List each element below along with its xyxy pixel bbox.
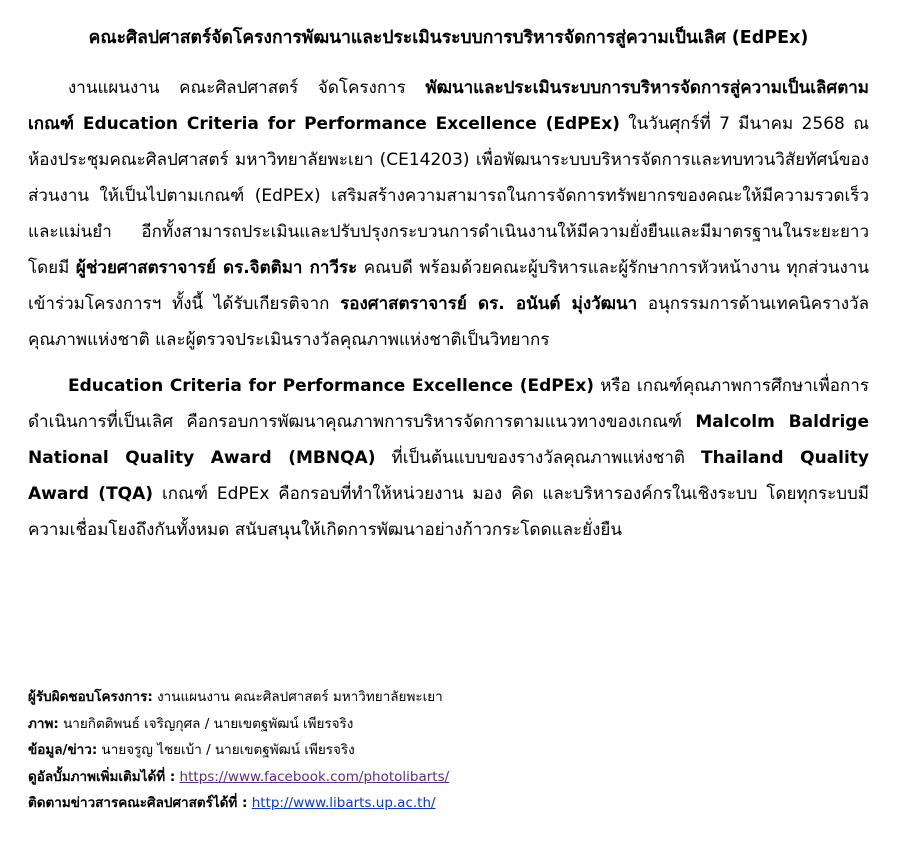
paragraph-2-text-1: หรือ เกณฑ์คุณภาพการศึกษาเพื่อการดำเนินการที่เป็นเลิศ คือกรอบการพัฒนาคุณภาพการบริหารจัดการตามแนวทางของเกณฑ์: [28, 376, 869, 432]
article-title: คณะศิลปศาสตร์จัดโครงการพัฒนาและประเมินระบบการบริหารจัดการสู่ความเป็นเลิศ (EdPEx): [88, 28, 809, 48]
credit-label: ดูอัลบั้มภาพเพิ่มเติมได้ที่ :: [28, 768, 176, 785]
album-link[interactable]: https://www.facebook.com/photolibarts/: [179, 768, 450, 785]
paragraph-1-text-2: ในวันศุกร์ที่ 7 มีนาคม 2568 ณ ห้องประชุมคณะศิลปศาสตร์ มหาวิทยาลัยพะเยา (CE14203) เพื่อพัฒนาระบบบริหารจัดการและทบทวนวิสัยทัศน์ของส่วนงาน ให้เป็นไปตามเกณฑ์ (EdPEx) เสริมสร้างความสามารถในการจัดการทรัพยากรของคณะให้มีความรวดเร็วและแม่นยำ อีกทั้งสามารถประเมินและปรับปรุงกระบวนการดำเนินงานให้มีความยั่งยืนและมีมาตรฐานในระยะยาว โดยมี: [28, 114, 869, 278]
paragraph-1-text-4: อนุกรรมการด้านเทคนิครางวัลคุณภาพแห่งชาติ และผู้ตรวจประเมินรางวัลคุณภาพแห่งชาติเป็นวิทยากร: [28, 294, 870, 350]
credit-album: [28, 764, 449, 791]
article-credits: [28, 684, 449, 817]
credit-label: ผู้รับผิดชอบโครงการ:: [28, 689, 153, 705]
article-paragraph-1: [28, 70, 869, 358]
credit-responsible: [28, 684, 449, 711]
credit-news: [28, 737, 449, 764]
paragraph-1-text-1: งานแผนงาน คณะศิลปศาสตร์ จัดโครงการ: [68, 78, 426, 98]
dean-name-bold: ผู้ช่วยศาสตราจารย์ ดร.จิตติมา กาวีระ: [75, 258, 358, 278]
credit-photo: [28, 711, 449, 738]
website-link[interactable]: http://www.libarts.up.ac.th/: [251, 795, 436, 811]
paragraph-2-text-3: เกณฑ์ EdPEx คือกรอบที่ทำให้หน่วยงาน มอง คิด และบริหารองค์กรในเชิงระบบ โดยทุกระบบมีความเชื่อมโยงถึงกันทั้งหมด สนับสนุนให้เกิดการพัฒนาอย่างก้าวกระโดดและยั่งยืน: [28, 484, 869, 540]
paragraph-2-text-2: ที่เป็นต้นแบบของรางวัลคุณภาพแห่งชาติ: [375, 448, 701, 468]
credit-value: งานแผนงาน คณะศิลปศาสตร์ มหาวิทยาลัยพะเยา: [152, 689, 443, 705]
credit-label: ติดตามข่าวสารคณะศิลปศาสตร์ได้ที่ :: [28, 795, 248, 811]
credit-label: ข้อมูล/ข่าว:: [28, 742, 98, 758]
tqa-term-bold: Thailand Quality Award (TQA): [28, 448, 870, 504]
article-paragraph-2: [28, 368, 869, 548]
credit-follow: [28, 790, 449, 817]
edpex-term-bold: Education Criteria for Performance Excellence (EdPEx): [68, 376, 595, 396]
paragraph-1-text-3: คณบดี พร้อมด้วยคณะผู้บริหารและผู้รักษาการหัวหน้างาน ทุกส่วนงาน เข้าร่วมโครงการฯ ทั้งนี้ ได้รับเกียรติจาก: [28, 258, 869, 314]
credit-value: นายจรูญ ไชยเบ้า / นายเขตฐพัฒน์ เพียรจริง: [97, 742, 355, 758]
speaker-name-bold: รองศาสตราจารย์ ดร. อนันต์ มุ่งวัฒนา: [340, 294, 638, 314]
project-name-bold: พัฒนาและประเมินระบบการบริหารจัดการสู่ความเป็นเลิศตามเกณฑ์ Education Criteria for Performance Excellence (EdPEx): [28, 78, 869, 134]
credit-value: นายกิตติพนธ์ เจริญกุศล / นายเขตฐพัฒน์ เพียรจริง: [58, 715, 354, 732]
mbnqa-term-bold: Malcolm Baldrige National Quality Award (MBNQA): [28, 412, 869, 468]
credit-label: ภาพ:: [28, 715, 59, 732]
